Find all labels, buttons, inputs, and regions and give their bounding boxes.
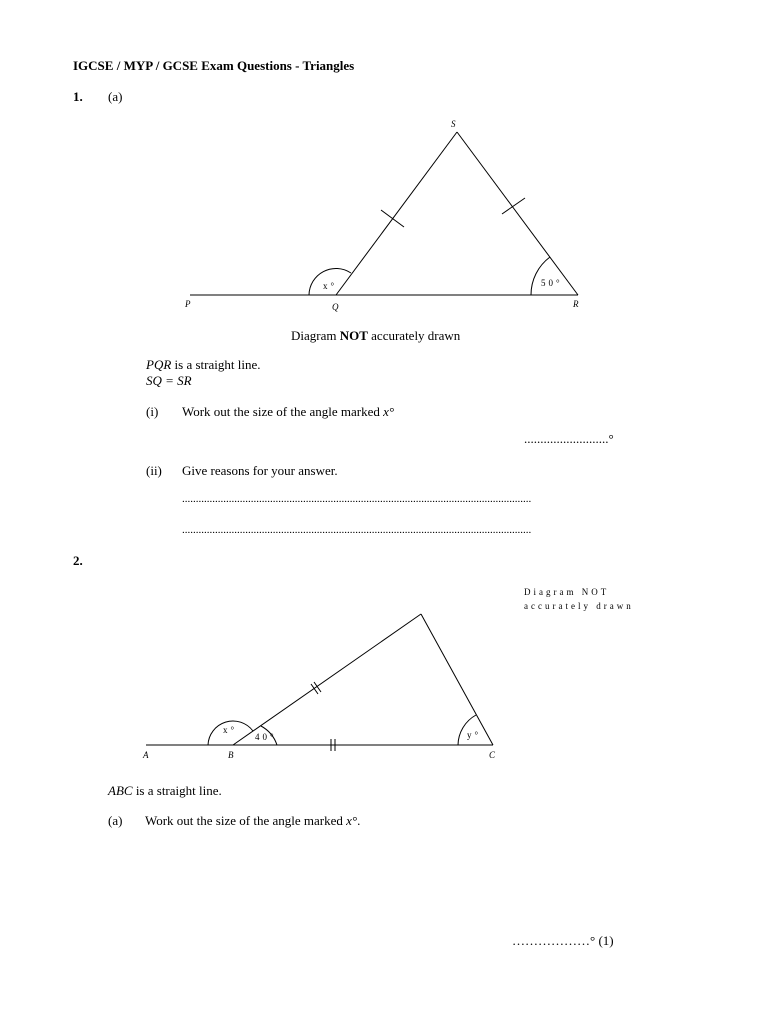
part-i-question: Work out the size of the angle marked x° [182, 404, 395, 419]
q2-part-a-question: Work out the size of the angle marked x°. [145, 813, 361, 828]
line-qs [336, 132, 457, 295]
diagram-2-note-line-2: accurately drawn [524, 601, 634, 611]
tick-mark-qs [381, 210, 404, 227]
line-sr [457, 132, 578, 295]
q2-given: ABC is a straight line. [108, 783, 222, 798]
point-label-s: S [451, 119, 456, 129]
angle-label-x2: x° [223, 725, 238, 735]
point-label-b: B [228, 750, 234, 760]
point-label-a: A [143, 750, 149, 760]
angle-label-40: 40° [255, 732, 277, 742]
part-ii-answer-line-2[interactable]: ............................................................................................................................... [182, 524, 532, 536]
part-ii-question: Give reasons for your answer. [182, 463, 338, 478]
angle-arc-r [531, 257, 550, 295]
line-b-top [233, 614, 421, 745]
line-top-c [421, 614, 493, 745]
angle-label-x: x° [323, 281, 338, 291]
question-1-number: 1. [73, 89, 83, 104]
part-ii-answer-line-1[interactable]: ............................................................................................................................... [182, 493, 532, 505]
q2-part-a-label: (a) [108, 813, 123, 828]
angle-label-y: y° [467, 730, 482, 740]
angle-label-r: 50° [541, 278, 563, 288]
point-label-q: Q [332, 302, 339, 312]
diagram-1-note: Diagram NOT accurately drawn [291, 328, 461, 343]
q2-answer-line[interactable]: ………………° (1) [512, 933, 614, 948]
part-i-label: (i) [146, 404, 159, 419]
part-i-answer-line[interactable]: ..........................° [524, 431, 614, 446]
tick-mark-sr [502, 198, 525, 214]
given-line-2: SQ = SR [146, 373, 192, 388]
diagram-2-note-line-1: Diagram NOT [524, 587, 610, 597]
page-title: IGCSE / MYP / GCSE Exam Questions - Triangles [73, 58, 355, 73]
part-ii-label: (ii) [146, 463, 162, 478]
question-1-part-a: (a) [108, 89, 123, 104]
point-label-p: P [185, 299, 191, 309]
given-line-1: PQR is a straight line. [146, 357, 261, 372]
point-label-r: R [573, 299, 579, 309]
question-2-number: 2. [73, 553, 83, 568]
point-label-c: C [489, 750, 496, 760]
